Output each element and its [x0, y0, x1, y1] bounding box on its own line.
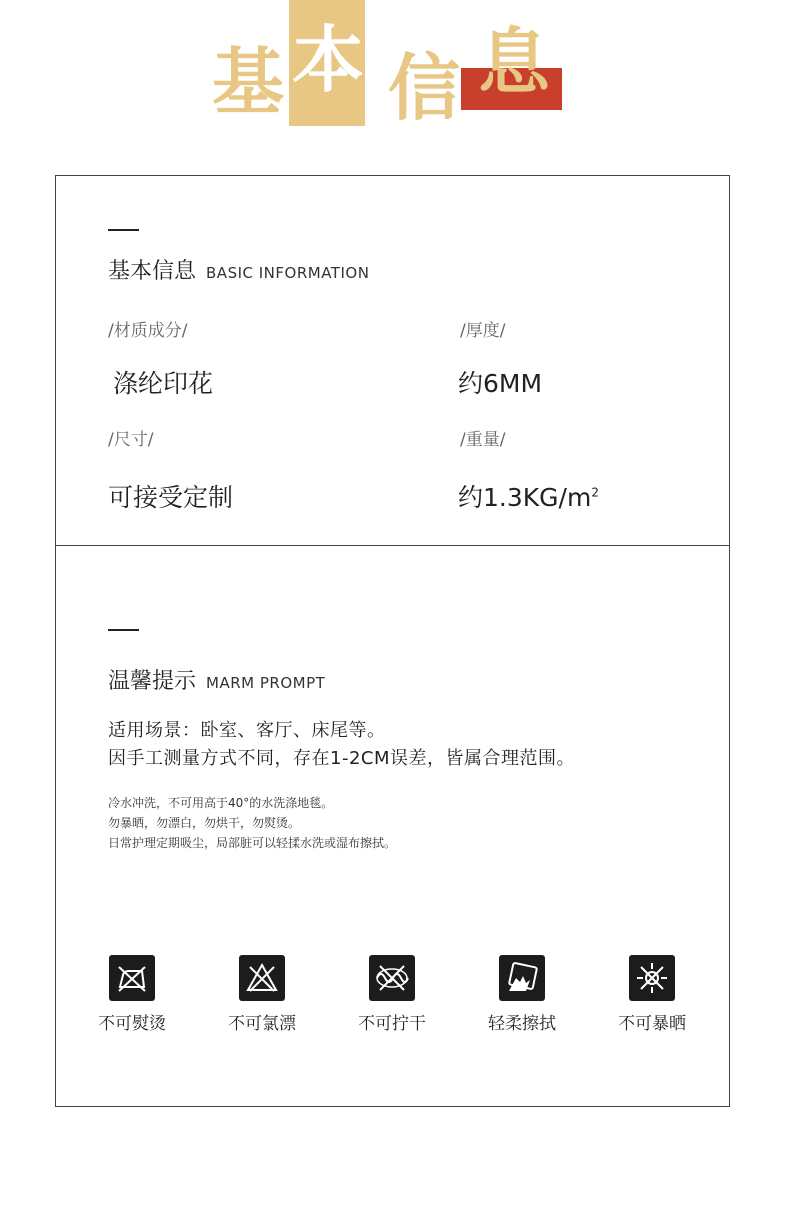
care-label-gentle-wipe: 轻柔擦拭 [488, 1014, 556, 1034]
basic-info-panel [55, 175, 730, 546]
section-dash [108, 229, 139, 231]
size-label: /尺寸/ [108, 430, 154, 450]
header-char-2: 本 [292, 18, 365, 102]
prompt-line-2: 因手工测量方式不同，存在1-2CM误差，皆属合理范围。 [108, 748, 575, 769]
weight-unit-superscript: 2 [591, 485, 599, 500]
no-sun-icon [629, 955, 675, 1001]
care-item-gentle-wipe [472, 955, 572, 1034]
weight-value-text: 约1.3KG/m [458, 483, 592, 512]
section-dash [108, 629, 139, 631]
care-label-no-bleach: 不可氯漂 [228, 1014, 296, 1034]
material-label: /材质成分/ [108, 321, 188, 341]
care-item-no-bleach [212, 955, 312, 1034]
prompt-line-1: 适用场景：卧室、客厅、床尾等。 [108, 720, 386, 741]
thickness-value: 约6MM [458, 369, 543, 398]
basic-info-title-en: BASIC INFORMATION [206, 264, 370, 282]
page-header [0, 0, 790, 140]
no-iron-icon [109, 955, 155, 1001]
no-wring-icon [369, 955, 415, 1001]
weight-value [458, 478, 599, 514]
care-item-no-sun [602, 955, 702, 1034]
size-value: 可接受定制 [108, 483, 234, 512]
prompt-title [108, 664, 325, 695]
header-char-4: 息 [478, 20, 551, 104]
care-item-no-iron [82, 955, 182, 1034]
care-label-no-wring: 不可拧干 [358, 1014, 426, 1034]
care-item-no-wring [342, 955, 442, 1034]
prompt-small-2: 勿暴晒，勿漂白，勿烘干，勿熨烫。 [108, 816, 301, 830]
header-char-1: 基 [212, 40, 285, 124]
prompt-small-3: 日常护理定期吸尘，局部脏可以轻揉水洗或湿布擦拭。 [108, 836, 397, 850]
weight-label: /重量/ [460, 430, 506, 450]
header-char-3: 信 [388, 46, 461, 130]
thickness-label: /厚度/ [460, 321, 506, 341]
care-label-no-sun: 不可暴晒 [618, 1014, 686, 1034]
basic-info-title-zh: 基本信息 [108, 259, 197, 284]
warm-prompt-panel [55, 545, 730, 1107]
material-value: 涤纶印花 [113, 369, 214, 398]
prompt-small-1: 冷水冲洗，不可用高于40°的水洗涤地毯。 [108, 796, 334, 810]
prompt-title-en: MARM PROMPT [206, 674, 326, 692]
care-label-no-iron: 不可熨烫 [98, 1014, 166, 1034]
basic-info-title [108, 254, 369, 285]
gentle-wipe-icon [499, 955, 545, 1001]
prompt-title-zh: 温馨提示 [108, 669, 197, 694]
no-bleach-icon [239, 955, 285, 1001]
